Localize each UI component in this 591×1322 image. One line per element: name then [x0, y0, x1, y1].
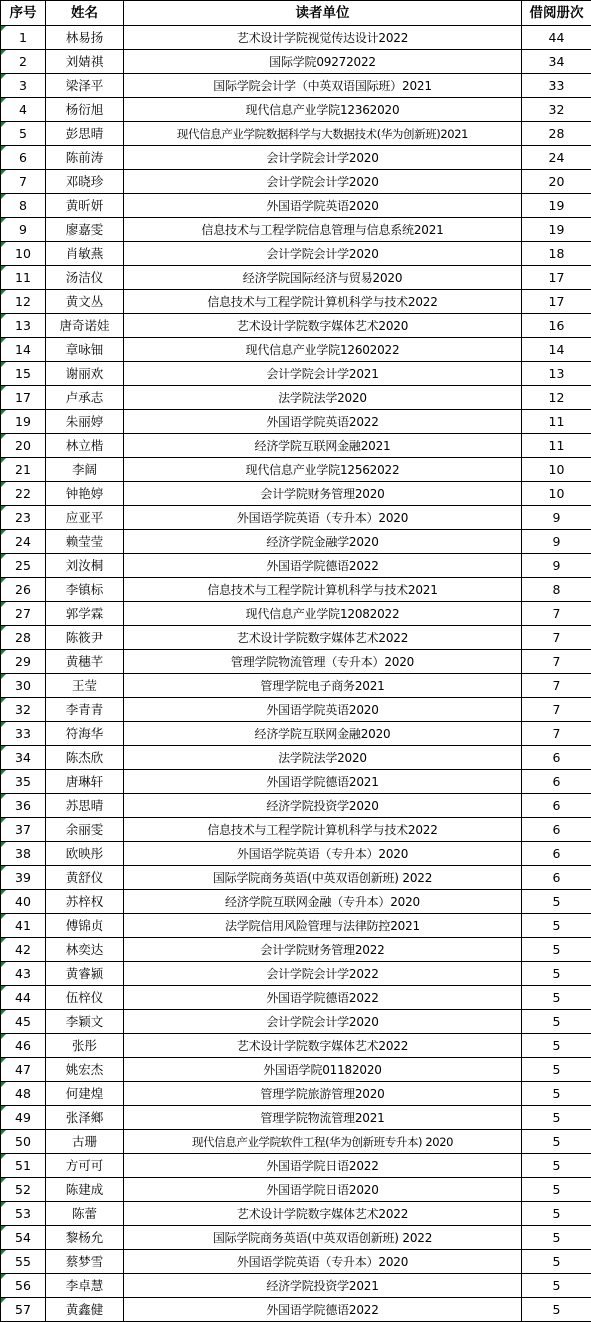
serial-no-cell: 23 — [1, 506, 46, 530]
reader-unit-cell: 现代信息产业学院数据科学与大数据技术(华为创新班)2021 — [124, 122, 522, 146]
name-cell: 郭学霖 — [46, 602, 124, 626]
borrow-count-cell: 5 — [522, 914, 591, 938]
serial-no-cell: 53 — [1, 1202, 46, 1226]
name-cell: 苏梓权 — [46, 890, 124, 914]
table-row — [1, 218, 591, 242]
serial-no-cell: 2 — [1, 50, 46, 74]
serial-no-cell: 21 — [1, 458, 46, 482]
borrow-count-cell: 5 — [522, 1154, 591, 1178]
serial-no-cell: 52 — [1, 1178, 46, 1202]
serial-no-cell: 37 — [1, 818, 46, 842]
serial-no-cell: 19 — [1, 410, 46, 434]
name-cell: 黄鑫健 — [46, 1298, 124, 1322]
serial-no-cell: 24 — [1, 530, 46, 554]
table-row — [1, 410, 591, 434]
borrow-count-cell: 13 — [522, 362, 591, 386]
reader-unit-cell: 信息技术与工程学院信息管理与信息系统2021 — [124, 218, 522, 242]
name-cell: 古珊 — [46, 1130, 124, 1154]
reader-unit-cell: 管理学院电子商务2021 — [124, 674, 522, 698]
reader-unit-cell: 国际学院会计学（中英双语国际班）2021 — [124, 74, 522, 98]
reader-unit-cell: 会计学院财务管理2020 — [124, 482, 522, 506]
serial-no-cell: 12 — [1, 290, 46, 314]
table-row — [1, 1178, 591, 1202]
name-cell: 黄文丛 — [46, 290, 124, 314]
name-cell: 汤洁仪 — [46, 266, 124, 290]
serial-no-cell: 51 — [1, 1154, 46, 1178]
serial-no-cell: 27 — [1, 602, 46, 626]
serial-no-cell: 28 — [1, 626, 46, 650]
table-row — [1, 746, 591, 770]
name-cell: 余丽雯 — [46, 818, 124, 842]
reader-unit-cell: 外国语学院英语2020 — [124, 194, 522, 218]
table-row — [1, 458, 591, 482]
borrow-count-cell: 5 — [522, 1106, 591, 1130]
borrow-count-cell: 16 — [522, 314, 591, 338]
table-row — [1, 698, 591, 722]
table-row — [1, 1130, 591, 1154]
table-row — [1, 1058, 591, 1082]
serial-no-cell: 22 — [1, 482, 46, 506]
table-row — [1, 770, 591, 794]
table-row — [1, 986, 591, 1010]
serial-no-cell: 26 — [1, 578, 46, 602]
name-cell: 廖嘉雯 — [46, 218, 124, 242]
serial-no-cell: 38 — [1, 842, 46, 866]
header-reader-unit: 读者单位 — [124, 1, 522, 26]
reader-unit-cell: 信息技术与工程学院计算机科学与技术2021 — [124, 578, 522, 602]
reader-unit-cell: 艺术设计学院数字媒体艺术2022 — [124, 1202, 522, 1226]
serial-no-cell: 1 — [1, 26, 46, 50]
table-row — [1, 674, 591, 698]
borrow-count-cell: 44 — [522, 26, 591, 50]
borrow-count-cell: 17 — [522, 290, 591, 314]
reader-unit-cell: 外国语学院01182020 — [124, 1058, 522, 1082]
reader-unit-cell: 艺术设计学院数字媒体艺术2022 — [124, 626, 522, 650]
header-borrow-count: 借阅册次 — [522, 1, 591, 26]
name-cell: 黄昕妍 — [46, 194, 124, 218]
borrow-count-cell: 24 — [522, 146, 591, 170]
serial-no-cell: 50 — [1, 1130, 46, 1154]
name-cell: 王莹 — [46, 674, 124, 698]
borrow-count-cell: 33 — [522, 74, 591, 98]
table-row — [1, 1106, 591, 1130]
name-cell: 唐琳轩 — [46, 770, 124, 794]
reader-unit-cell: 管理学院旅游管理2020 — [124, 1082, 522, 1106]
reader-unit-cell: 现代信息产业学院12562022 — [124, 458, 522, 482]
reader-unit-cell: 现代信息产业学院软件工程(华为创新班专升本) 2020 — [124, 1130, 522, 1154]
borrow-count-cell: 6 — [522, 794, 591, 818]
table-row — [1, 362, 591, 386]
name-cell: 姚宏杰 — [46, 1058, 124, 1082]
serial-no-cell: 29 — [1, 650, 46, 674]
table-row — [1, 1082, 591, 1106]
borrow-count-cell: 5 — [522, 1298, 591, 1322]
name-cell: 陈筱尹 — [46, 626, 124, 650]
serial-no-cell: 17 — [1, 386, 46, 410]
table-row — [1, 842, 591, 866]
reader-unit-cell: 外国语学院日语2022 — [124, 1154, 522, 1178]
serial-no-cell: 20 — [1, 434, 46, 458]
reader-unit-cell: 外国语学院英语2020 — [124, 698, 522, 722]
name-cell: 林奕达 — [46, 938, 124, 962]
reader-unit-cell: 经济学院国际经济与贸易2020 — [124, 266, 522, 290]
serial-no-cell: 40 — [1, 890, 46, 914]
name-cell: 邓晓珍 — [46, 170, 124, 194]
borrow-count-cell: 6 — [522, 866, 591, 890]
borrow-count-cell: 5 — [522, 1274, 591, 1298]
table-row — [1, 338, 591, 362]
reader-unit-cell: 会计学院会计学2020 — [124, 242, 522, 266]
name-cell: 符海华 — [46, 722, 124, 746]
borrow-count-cell: 5 — [522, 1226, 591, 1250]
table-row — [1, 50, 591, 74]
table-body — [1, 26, 591, 1322]
reader-unit-cell: 外国语学院英语（专升本）2020 — [124, 1250, 522, 1274]
borrow-count-cell: 17 — [522, 266, 591, 290]
table-row — [1, 530, 591, 554]
reader-unit-cell: 经济学院互联网金融（专升本）2020 — [124, 890, 522, 914]
serial-no-cell: 35 — [1, 770, 46, 794]
reader-unit-cell: 信息技术与工程学院计算机科学与技术2022 — [124, 290, 522, 314]
reader-unit-cell: 外国语学院英语（专升本）2020 — [124, 506, 522, 530]
borrow-count-cell: 5 — [522, 938, 591, 962]
name-cell: 应亚平 — [46, 506, 124, 530]
borrow-count-cell: 5 — [522, 1130, 591, 1154]
borrow-count-cell: 28 — [522, 122, 591, 146]
serial-no-cell: 11 — [1, 266, 46, 290]
table-row — [1, 554, 591, 578]
table-row — [1, 1202, 591, 1226]
reader-unit-cell: 国际学院09272022 — [124, 50, 522, 74]
borrow-count-cell: 12 — [522, 386, 591, 410]
name-cell: 朱丽婷 — [46, 410, 124, 434]
reader-unit-cell: 国际学院商务英语(中英双语创新班) 2022 — [124, 866, 522, 890]
table-row — [1, 794, 591, 818]
reader-unit-cell: 会计学院会计学2020 — [124, 146, 522, 170]
serial-no-cell: 36 — [1, 794, 46, 818]
borrow-count-cell: 7 — [522, 674, 591, 698]
borrow-count-cell: 11 — [522, 434, 591, 458]
name-cell: 方可可 — [46, 1154, 124, 1178]
name-cell: 林易扬 — [46, 26, 124, 50]
serial-no-cell: 34 — [1, 746, 46, 770]
borrow-count-cell: 9 — [522, 554, 591, 578]
borrow-count-cell: 6 — [522, 746, 591, 770]
reader-unit-cell: 外国语学院英语2022 — [124, 410, 522, 434]
borrow-count-cell: 5 — [522, 986, 591, 1010]
name-cell: 张泽鄉 — [46, 1106, 124, 1130]
table-row — [1, 314, 591, 338]
serial-no-cell: 8 — [1, 194, 46, 218]
serial-no-cell: 57 — [1, 1298, 46, 1322]
name-cell: 赖莹莹 — [46, 530, 124, 554]
reader-unit-cell: 会计学院财务管理2022 — [124, 938, 522, 962]
header-serial-no: 序号 — [1, 1, 46, 26]
table-row — [1, 722, 591, 746]
table-row — [1, 818, 591, 842]
borrow-count-cell: 7 — [522, 602, 591, 626]
table-row — [1, 962, 591, 986]
serial-no-cell: 49 — [1, 1106, 46, 1130]
reader-unit-cell: 国际学院商务英语(中英双语创新班) 2022 — [124, 1226, 522, 1250]
name-cell: 何建煌 — [46, 1082, 124, 1106]
serial-no-cell: 33 — [1, 722, 46, 746]
name-cell: 李颖文 — [46, 1010, 124, 1034]
borrow-count-cell: 18 — [522, 242, 591, 266]
table-row — [1, 26, 591, 50]
name-cell: 刘婧祺 — [46, 50, 124, 74]
serial-no-cell: 43 — [1, 962, 46, 986]
header-name: 姓名 — [46, 1, 124, 26]
borrow-count-cell: 20 — [522, 170, 591, 194]
name-cell: 李青青 — [46, 698, 124, 722]
name-cell: 黎杨允 — [46, 1226, 124, 1250]
serial-no-cell: 56 — [1, 1274, 46, 1298]
reader-unit-cell: 会计学院会计学2020 — [124, 1010, 522, 1034]
reader-unit-cell: 艺术设计学院数字媒体艺术2020 — [124, 314, 522, 338]
serial-no-cell: 15 — [1, 362, 46, 386]
borrow-count-cell: 6 — [522, 818, 591, 842]
borrow-count-cell: 19 — [522, 218, 591, 242]
serial-no-cell: 39 — [1, 866, 46, 890]
name-cell: 黄舒仪 — [46, 866, 124, 890]
reader-unit-cell: 现代信息产业学院12602022 — [124, 338, 522, 362]
name-cell: 陈建成 — [46, 1178, 124, 1202]
reader-unit-cell: 管理学院物流管理（专升本）2020 — [124, 650, 522, 674]
table-row — [1, 122, 591, 146]
serial-no-cell: 55 — [1, 1250, 46, 1274]
table-row — [1, 914, 591, 938]
table-row — [1, 1154, 591, 1178]
serial-no-cell: 32 — [1, 698, 46, 722]
reader-unit-cell: 经济学院金融学2020 — [124, 530, 522, 554]
name-cell: 陈杰欣 — [46, 746, 124, 770]
name-cell: 黄睿颍 — [46, 962, 124, 986]
borrow-count-cell: 32 — [522, 98, 591, 122]
serial-no-cell: 42 — [1, 938, 46, 962]
serial-no-cell: 7 — [1, 170, 46, 194]
table-row — [1, 506, 591, 530]
serial-no-cell: 41 — [1, 914, 46, 938]
table-row — [1, 434, 591, 458]
serial-no-cell: 9 — [1, 218, 46, 242]
name-cell: 杨衍旭 — [46, 98, 124, 122]
borrow-count-cell: 7 — [522, 626, 591, 650]
table-row — [1, 74, 591, 98]
reader-unit-cell: 会计学院会计学2021 — [124, 362, 522, 386]
serial-no-cell: 6 — [1, 146, 46, 170]
borrow-count-cell: 11 — [522, 410, 591, 434]
serial-no-cell: 30 — [1, 674, 46, 698]
name-cell: 彭思晴 — [46, 122, 124, 146]
borrow-count-cell: 5 — [522, 1250, 591, 1274]
reader-unit-cell: 法学院信用风险管理与法律防控2021 — [124, 914, 522, 938]
reader-unit-cell: 外国语学院德语2022 — [124, 986, 522, 1010]
borrow-count-cell: 14 — [522, 338, 591, 362]
table-row — [1, 266, 591, 290]
serial-no-cell: 25 — [1, 554, 46, 578]
name-cell: 刘汝桐 — [46, 554, 124, 578]
name-cell: 谢丽欢 — [46, 362, 124, 386]
borrow-count-cell: 19 — [522, 194, 591, 218]
borrow-count-cell: 6 — [522, 842, 591, 866]
serial-no-cell: 14 — [1, 338, 46, 362]
borrow-count-cell: 7 — [522, 650, 591, 674]
reader-unit-cell: 经济学院互联网金融2020 — [124, 722, 522, 746]
table-row — [1, 98, 591, 122]
name-cell: 章咏钿 — [46, 338, 124, 362]
serial-no-cell: 45 — [1, 1010, 46, 1034]
borrow-count-cell: 5 — [522, 1202, 591, 1226]
reader-unit-cell: 信息技术与工程学院计算机科学与技术2022 — [124, 818, 522, 842]
borrow-count-cell: 10 — [522, 458, 591, 482]
borrow-count-cell: 7 — [522, 722, 591, 746]
serial-no-cell: 48 — [1, 1082, 46, 1106]
reader-unit-cell: 现代信息产业学院12082022 — [124, 602, 522, 626]
name-cell: 李镇标 — [46, 578, 124, 602]
name-cell: 陈蕾 — [46, 1202, 124, 1226]
reader-unit-cell: 现代信息产业学院12362020 — [124, 98, 522, 122]
name-cell: 伍梓仪 — [46, 986, 124, 1010]
reader-unit-cell: 外国语学院英语（专升本）2020 — [124, 842, 522, 866]
name-cell: 张彤 — [46, 1034, 124, 1058]
table-row — [1, 290, 591, 314]
serial-no-cell: 4 — [1, 98, 46, 122]
reader-unit-cell: 外国语学院日语2020 — [124, 1178, 522, 1202]
reader-unit-cell: 艺术设计学院视觉传达设计2022 — [124, 26, 522, 50]
table-row — [1, 1034, 591, 1058]
table-row — [1, 650, 591, 674]
borrow-count-cell: 5 — [522, 1010, 591, 1034]
serial-no-cell: 13 — [1, 314, 46, 338]
table-row — [1, 602, 591, 626]
table-row — [1, 866, 591, 890]
borrow-count-cell: 34 — [522, 50, 591, 74]
reader-unit-cell: 管理学院物流管理2021 — [124, 1106, 522, 1130]
table-row — [1, 482, 591, 506]
borrow-count-cell: 9 — [522, 530, 591, 554]
reader-unit-cell: 外国语学院德语2021 — [124, 770, 522, 794]
reader-unit-cell: 经济学院互联网金融2021 — [124, 434, 522, 458]
table-row — [1, 1298, 591, 1322]
name-cell: 陈前涛 — [46, 146, 124, 170]
name-cell: 蔡梦雪 — [46, 1250, 124, 1274]
reader-unit-cell: 经济学院投资学2020 — [124, 794, 522, 818]
table-row — [1, 1226, 591, 1250]
name-cell: 欧映彤 — [46, 842, 124, 866]
reader-unit-cell: 法学院法学2020 — [124, 386, 522, 410]
borrow-count-cell: 5 — [522, 1058, 591, 1082]
name-cell: 钟艳婷 — [46, 482, 124, 506]
borrow-count-cell: 5 — [522, 1178, 591, 1202]
reader-unit-cell: 外国语学院德语2022 — [124, 554, 522, 578]
reader-unit-cell: 艺术设计学院数字媒体艺术2022 — [124, 1034, 522, 1058]
name-cell: 肖敏燕 — [46, 242, 124, 266]
table-row — [1, 170, 591, 194]
name-cell: 傅锦贞 — [46, 914, 124, 938]
name-cell: 苏思晴 — [46, 794, 124, 818]
table-row — [1, 938, 591, 962]
name-cell: 梁泽平 — [46, 74, 124, 98]
borrow-count-cell: 5 — [522, 1034, 591, 1058]
table-row — [1, 626, 591, 650]
table-row — [1, 1274, 591, 1298]
header-row — [1, 1, 591, 26]
reader-unit-cell: 经济学院投资学2021 — [124, 1274, 522, 1298]
name-cell: 林立楷 — [46, 434, 124, 458]
reader-unit-cell: 外国语学院德语2022 — [124, 1298, 522, 1322]
table-row — [1, 386, 591, 410]
name-cell: 李卓慧 — [46, 1274, 124, 1298]
name-cell: 卢承志 — [46, 386, 124, 410]
table-row — [1, 1250, 591, 1274]
table-row — [1, 578, 591, 602]
reader-unit-cell: 法学院法学2020 — [124, 746, 522, 770]
borrow-count-cell: 10 — [522, 482, 591, 506]
serial-no-cell: 44 — [1, 986, 46, 1010]
borrow-count-cell: 9 — [522, 506, 591, 530]
reader-unit-cell: 会计学院会计学2022 — [124, 962, 522, 986]
table-row — [1, 1010, 591, 1034]
table-row — [1, 242, 591, 266]
name-cell: 唐奇诺娃 — [46, 314, 124, 338]
borrow-count-cell: 8 — [522, 578, 591, 602]
name-cell: 李阔 — [46, 458, 124, 482]
borrow-count-cell: 5 — [522, 1082, 591, 1106]
borrow-count-cell: 5 — [522, 962, 591, 986]
serial-no-cell: 46 — [1, 1034, 46, 1058]
name-cell: 黄穗芊 — [46, 650, 124, 674]
serial-no-cell: 5 — [1, 122, 46, 146]
serial-no-cell: 47 — [1, 1058, 46, 1082]
serial-no-cell: 3 — [1, 74, 46, 98]
borrow-count-cell: 6 — [522, 770, 591, 794]
borrow-count-cell: 5 — [522, 890, 591, 914]
table-row — [1, 890, 591, 914]
serial-no-cell: 10 — [1, 242, 46, 266]
serial-no-cell: 54 — [1, 1226, 46, 1250]
borrow-count-cell: 7 — [522, 698, 591, 722]
reader-unit-cell: 会计学院会计学2020 — [124, 170, 522, 194]
table-row — [1, 194, 591, 218]
table-row — [1, 146, 591, 170]
